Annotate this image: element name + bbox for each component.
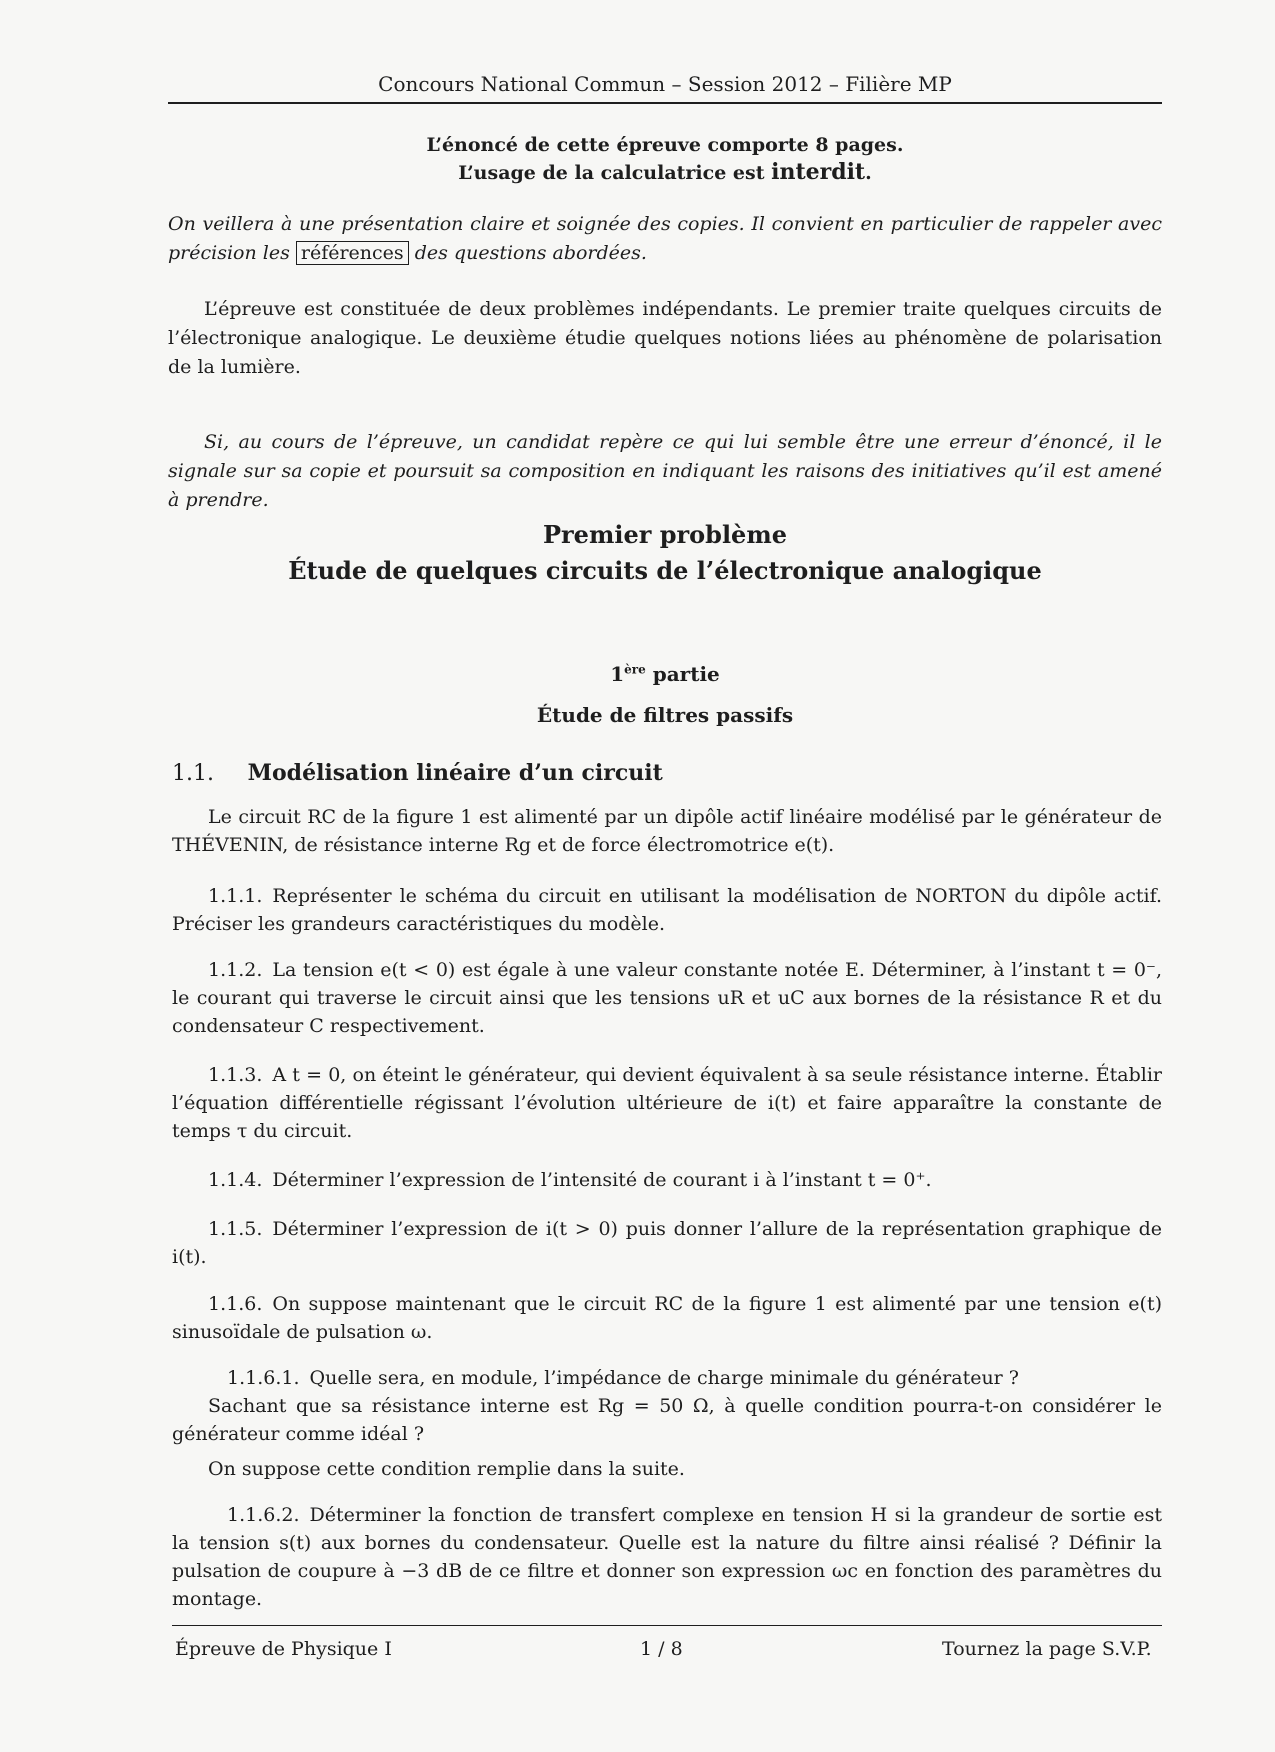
question-1-1-4 — [172, 1166, 1162, 1194]
question-number: 1.1.1. — [208, 885, 263, 907]
question-1-1-5 — [172, 1215, 1162, 1271]
part-superscript: ère — [624, 662, 646, 677]
calculator-line — [168, 159, 1162, 187]
part-heading — [168, 662, 1162, 686]
question-number: 1.1.2. — [208, 959, 263, 981]
part-label: partie — [652, 662, 720, 686]
question-1-1-6-1-condition: Sachant que sa résistance interne est Rg = 50 Ω, à quelle condition pourra-t-on considérer le générateur comme idéal ? — [172, 1395, 1162, 1445]
question-1-1-6-1 — [172, 1364, 1162, 1392]
question-number: 1.1.5. — [208, 1218, 263, 1240]
part-number: 1 — [610, 662, 625, 686]
section-number: 1.1. — [172, 761, 214, 786]
question-text: On suppose maintenant que le circuit RC de la figure 1 est alimenté par une tension e(t) sinusoïdale de pulsation ω. — [172, 1293, 1162, 1343]
calculator-suffix: . — [865, 162, 872, 184]
question-text: La tension e(t < 0) est égale à une valeur constante notée E. Déterminer, à l’instant t = 0⁻, le courant qui traverse le circuit ainsi que les tensions uR et uC aux bornes de la résistance R et du condensateur C respectivement. — [172, 959, 1162, 1037]
footer-left: Épreuve de Physique I — [175, 1638, 392, 1660]
question-text: Quelle sera, en module, l’impédance de charge minimale du générateur ? — [309, 1367, 1019, 1389]
page-count-line: L’énoncé de cette épreuve comporte 8 pages. — [426, 134, 904, 156]
question-1-1-1 — [172, 882, 1162, 938]
question-1-1-6-1-assumption: On suppose cette condition remplie dans la suite. — [208, 1458, 685, 1480]
question-1-1-6 — [172, 1290, 1162, 1346]
question-text: Déterminer l’expression de i(t > 0) puis donner l’allure de la représentation graphique de i(t). — [172, 1218, 1162, 1268]
question-number: 1.1.6.1. — [227, 1367, 300, 1389]
question-text: A t = 0, on éteint le générateur, qui devient équivalent à sa seule résistance interne. Établir l’équation différentielle régissant l’évolution ultérieure de i(t) et faire apparaître la constante de temps τ du circuit. — [172, 1064, 1162, 1142]
question-number: 1.1.4. — [208, 1169, 263, 1191]
exam-description: L’épreuve est constituée de deux problèmes indépendants. Le premier traite quelques circuits de l’électronique analogique. Le deuxième étudie quelques notions liées au phénomène de polarisation de la lumière. — [168, 298, 1162, 378]
footer-page-number: 1 / 8 — [640, 1638, 683, 1660]
question-number: 1.1.6. — [208, 1293, 263, 1315]
notice-part1: On veillera à une présentation claire et soignée des copies. Il convient en particulier de rappeler avec précision les — [168, 213, 1162, 264]
calculator-prefix: L’usage de la calculatrice est — [458, 162, 772, 184]
section-heading — [172, 760, 663, 786]
section-intro: Le circuit RC de la figure 1 est alimenté par un dipôle actif linéaire modélisé par le générateur de THÉVENIN, de résistance interne Rg et de force électromotrice e(t). — [172, 806, 1162, 856]
presentation-notice — [168, 210, 1162, 268]
page-header: Concours National Commun – Session 2012 – Filière MP — [168, 72, 1162, 104]
question-text: Représenter le schéma du circuit en utilisant la modélisation de NORTON du dipôle actif. Préciser les grandeurs caractéristiques du modèle. — [172, 885, 1162, 935]
footer-right: Tournez la page S.V.P. — [942, 1638, 1152, 1660]
question-1-1-2 — [172, 956, 1162, 1040]
part-title: Étude de filtres passifs — [536, 703, 794, 727]
question-number: 1.1.6.2. — [227, 1504, 300, 1526]
error-notice: Si, au cours de l’épreuve, un candidat repère ce qui lui semble être une erreur d’énoncé, il le signale sur sa copie et poursuit sa composition en indiquant les raisons des initiatives qu’il est amené à prendre. — [168, 431, 1162, 511]
intro-block — [168, 132, 1162, 187]
section-title: Modélisation linéaire d’un circuit — [247, 760, 663, 786]
calculator-emphasis: interdit — [771, 159, 866, 185]
question-text: Déterminer l’expression de l’intensité de courant i à l’instant t = 0⁺. — [272, 1169, 932, 1191]
notice-part2: des questions abordées. — [408, 242, 647, 264]
question-text: Déterminer la fonction de transfert complexe en tension H si la grandeur de sortie est la tension s(t) aux bornes du condensateur. Quelle est la nature du filtre ainsi réalisé ? Définir la pulsation de coupure à −3 dB de ce filtre et donner son expression ωc en fonction des paramètres du montage. — [172, 1504, 1162, 1610]
problem-subtitle: Étude de quelques circuits de l’électronique analogique — [288, 556, 1042, 585]
question-1-1-3 — [172, 1061, 1162, 1145]
question-number: 1.1.3. — [208, 1064, 263, 1086]
footer-divider — [172, 1625, 1162, 1626]
question-1-1-6-2 — [172, 1501, 1162, 1613]
notice-boxed-references: références — [296, 241, 409, 265]
problem-title: Premier problème — [542, 520, 787, 549]
